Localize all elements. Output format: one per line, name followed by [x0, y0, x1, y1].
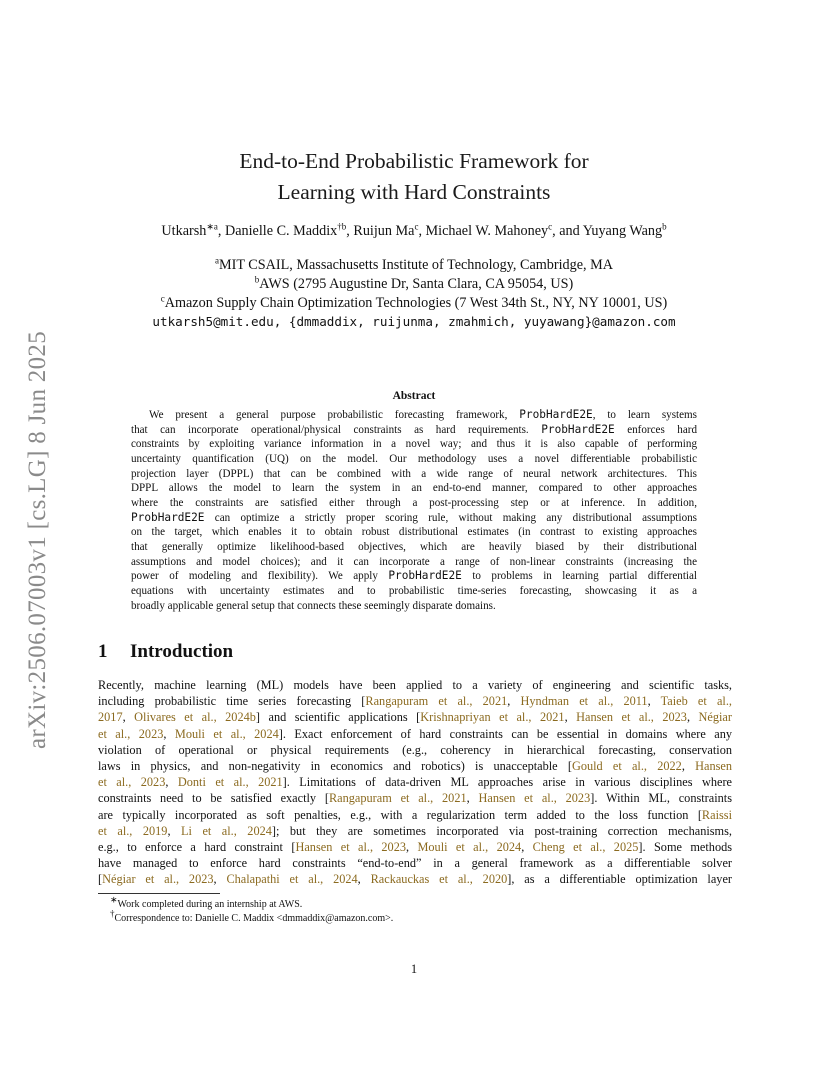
citation-link[interactable]: Hansen et al., 2023 [295, 840, 406, 855]
text-span: , [163, 726, 175, 741]
author-list: Utkarsh$^{∗a}$, Danielle C. Maddix$^{\dagger b}$, Ruijun Ma$^c$, Michael W. Mahoney$^c$, and Yuyang Wang$^b$ [161, 221, 667, 239]
citation-link[interactable]: Mouli et al., 2024 [417, 840, 522, 855]
footnote-text: Work completed during an internship at AWS. [117, 899, 303, 910]
citation-link[interactable]: Donti et al., 2021 [177, 775, 283, 790]
section-heading [98, 641, 233, 663]
text-span: , [507, 694, 521, 709]
title-line-1: End-to-End Probabilistic Framework for [239, 149, 589, 173]
title-line-2: Learning with Hard Constraints [277, 180, 551, 204]
footnote-text: Correspondence to: Danielle C. Maddix <dmmaddix@amazon.com>. [114, 912, 394, 924]
abstract-line [131, 423, 697, 438]
text-span: including probabilistic time series forecasting [ [98, 694, 366, 709]
citation-link[interactable]: Hyndman et al., 2011 [520, 694, 648, 709]
footnote [110, 908, 394, 926]
abstract-line [131, 408, 697, 423]
text-span: , to learn systems [592, 409, 697, 421]
section-title: Introduction [130, 641, 234, 662]
text-span: on the target, which enables it to obtain robust distributional estimates (in contrast to existing approaches [131, 526, 697, 539]
text-span: , [564, 710, 577, 725]
citation-link[interactable]: Hansen [695, 759, 732, 774]
intro-line [98, 726, 732, 742]
abstract-line [131, 496, 697, 511]
citation-link[interactable]: Gould et al., 2022 [571, 759, 682, 774]
text-span: are typically incorporated as soft penalties, e.g., with a regularization term added to the loss function [ [98, 807, 702, 822]
author-name: Utkarsh$^{∗a}$ [161, 221, 218, 239]
affiliation-line [0, 275, 828, 294]
intro-line [98, 807, 732, 823]
affiliation-text: Amazon Supply Chain Optimization Technologies (7 West 34th St., NY, NY 10001, US) [164, 295, 668, 311]
footnote [110, 894, 393, 912]
text-span: ]. Some methods [638, 840, 733, 855]
text-span: , [681, 759, 696, 774]
abstract-line [131, 584, 697, 599]
intro-line [98, 693, 732, 709]
text-span: , [165, 775, 178, 790]
text-span: ]. Within ML, constraints [590, 791, 732, 806]
citation-link[interactable]: Hansen et al., 2023 [478, 791, 591, 806]
abstract-line [131, 511, 697, 526]
text-span: [ [98, 872, 103, 887]
text-span: violation of operational or physical requirements (e.g., coherency in hierarchical forecasting, conservation [98, 742, 732, 757]
author-name: Danielle C. Maddix$^{\dagger b}$ [224, 221, 347, 239]
text-span: , [521, 840, 533, 855]
text-span: broadly applicable general setup that connects these seemingly disparate domains. [131, 599, 496, 612]
text-span: where the constraints are satisfied either through a post-processing step or at inference. In addition, [131, 496, 697, 509]
text-span: , [406, 840, 418, 855]
text-span: , [122, 710, 135, 725]
abstract-line [131, 569, 697, 584]
text-span: that generally optimize likelihood-based objectives, which are heavily biased by their distributional [131, 540, 697, 553]
intro-line [98, 677, 732, 693]
intro-line [98, 823, 732, 839]
citation-link[interactable]: Mouli et al., 2024 [174, 726, 279, 741]
footnote-mark: † [110, 908, 115, 919]
citation-link[interactable]: Olivares et al., 2024b [134, 710, 256, 725]
text-span: ]; but they are sometimes incorporated via post-training correction mechanisms, [271, 823, 732, 838]
text-span: to problems in learning partial differential [461, 570, 697, 583]
text-span: ] and scientific applications [ [255, 710, 421, 725]
author-mark: b [662, 221, 667, 232]
text-span: that can incorporate operational/physical constraints as hard requirements. [131, 423, 542, 436]
section-number: 1 [98, 641, 108, 662]
intro-line [98, 709, 732, 725]
abstract-line [131, 481, 697, 496]
author-mark: ∗a [206, 221, 218, 232]
intro-line [98, 839, 732, 855]
intro-line [98, 790, 732, 806]
abstract-line [131, 467, 697, 482]
intro-line [98, 774, 732, 790]
text-span: , [466, 791, 479, 806]
affiliation-mark: a [215, 255, 219, 266]
abstract-line [131, 555, 697, 570]
method-name: ProbHardE2E [131, 510, 205, 524]
citation-link[interactable]: Raissi [701, 807, 732, 822]
text-span: , [647, 694, 661, 709]
introduction-body [98, 677, 732, 888]
text-span: assumptions and model choices); and it can incorporate a range of non-linear constraints (increasing the [131, 555, 697, 568]
text-span: , [213, 872, 227, 887]
abstract-line [131, 599, 697, 614]
citation-link[interactable]: Hansen et al., 2023 [576, 710, 687, 725]
text-span: enforces hard [614, 423, 697, 436]
abstract-body [131, 408, 697, 613]
text-span: constraints by exploiting variance information in a novel way; and thus it is also capable of performing [131, 438, 697, 451]
abstract-line [131, 540, 697, 555]
text-span: can optimize a strictly proper scoring rule, without making any distributional assumptions [204, 511, 697, 524]
author-mark: †b [337, 221, 347, 232]
citation-link[interactable]: Taieb et al., [660, 694, 732, 709]
text-span: , [686, 710, 699, 725]
abstract-line [131, 437, 697, 452]
intro-line [98, 758, 732, 774]
intro-line [98, 855, 732, 871]
footnote-mark: ∗ [110, 894, 118, 905]
affiliation-text: AWS (2795 Augustine Dr, Santa Clara, CA 95054, US) [259, 276, 574, 292]
text-span: ], as a differentiable optimization layer [507, 872, 732, 887]
text-span: Recently, machine learning (ML) models have been applied to a variety of engineering and scientific tasks, [98, 678, 732, 692]
author-mark: c [548, 221, 553, 232]
intro-line [98, 871, 732, 887]
text-span: , [357, 872, 371, 887]
affiliation-line [0, 256, 828, 275]
citation-link[interactable]: et al., 2023 [98, 726, 164, 741]
text-span: ]. Exact enforcement of hard constraints can be essential in domains where any [278, 726, 733, 741]
arxiv-sidebar [18, 310, 58, 770]
method-name: ProbHardE2E [388, 569, 462, 583]
text-span: equations with uncertainty estimates and to probabilistic time-series forecasting, showcasing it as a [131, 584, 697, 597]
method-name: ProbHardE2E [541, 422, 615, 436]
citation-link[interactable]: Négiar et al., 2023 [102, 872, 214, 887]
citation-link[interactable]: 2017 [98, 710, 123, 725]
page-number: 1 [410, 962, 418, 976]
text-span: have managed to enforce hard constraints “end-to-end” in a general framework as a differentiable solver [98, 856, 732, 871]
text-span: e.g., to enforce a hard constraint [ [98, 840, 296, 855]
arxiv-identifier: arXiv:2506.07003v1 [cs.LG] 8 Jun 2025 [24, 331, 51, 749]
affiliation-mark: c [160, 293, 165, 304]
citation-link[interactable]: Rackauckas et al., 2020 [370, 872, 508, 887]
abstract-line [131, 525, 697, 540]
author-name: Yuyang Wang$^b$ [582, 221, 667, 239]
abstract-line [131, 452, 697, 467]
citation-link[interactable]: et al., 2023 [98, 775, 166, 790]
citation-link[interactable]: Krishnapriyan et al., 2021 [420, 710, 565, 725]
affiliation-mark: b [254, 274, 260, 285]
citation-link[interactable]: Rangapuram et al., 2021 [365, 694, 508, 709]
affiliation-line [0, 294, 828, 313]
citation-link[interactable]: Négiar [698, 710, 732, 725]
affiliation-list [0, 256, 828, 313]
citation-link[interactable]: Li et al., 2024 [181, 823, 272, 838]
citation-link[interactable]: Rangapuram et al., 2021 [328, 791, 467, 806]
abstract-heading: Abstract [392, 390, 436, 402]
paper-title [0, 146, 828, 208]
text-span: projection layer (DPPL) that can be combined with a wide range of neural network architectures. This [131, 467, 697, 480]
text-span: constraints need to be satisfied exactly [ [98, 791, 329, 806]
citation-link[interactable]: Chalapathi et al., 2024 [226, 872, 358, 887]
affiliation-text: MIT CSAIL, Massachusetts Institute of Technology, Cambridge, MA [219, 257, 613, 273]
text-span: We present a general purpose probabilistic forecasting framework, [149, 409, 520, 421]
author-mark: c [414, 221, 419, 232]
author-name: Ruijun Ma$^c$ [353, 221, 419, 239]
text-span: uncertainty quantification (UQ) on the model. Our methodology uses a novel differentiable probabilistic [131, 452, 697, 465]
footnotes [110, 894, 394, 925]
citation-link[interactable]: et al., 2019 [98, 823, 168, 838]
text-span: laws in physics, and non-negativity in economics and robotics) is unacceptable [ [98, 759, 572, 774]
intro-line [98, 742, 732, 758]
citation-link[interactable]: Cheng et al., 2025 [532, 840, 639, 855]
author-emails: utkarsh5@mit.edu, {dmmaddix, ruijunma, zmahmich, yuyawang}@amazon.com [152, 314, 676, 329]
method-name: ProbHardE2E [519, 408, 593, 421]
text-span: power of modeling and flexibility). We apply [131, 570, 389, 583]
text-span: ]. Limitations of data-driven ML approaches arise in various disciplines where [282, 775, 732, 790]
text-span: DPPL allows the model to learn the system in an end-to-end manner, compared to other approaches [131, 482, 697, 495]
text-span: , [167, 823, 182, 838]
author-name: Michael W. Mahoney$^c$ [425, 221, 553, 239]
